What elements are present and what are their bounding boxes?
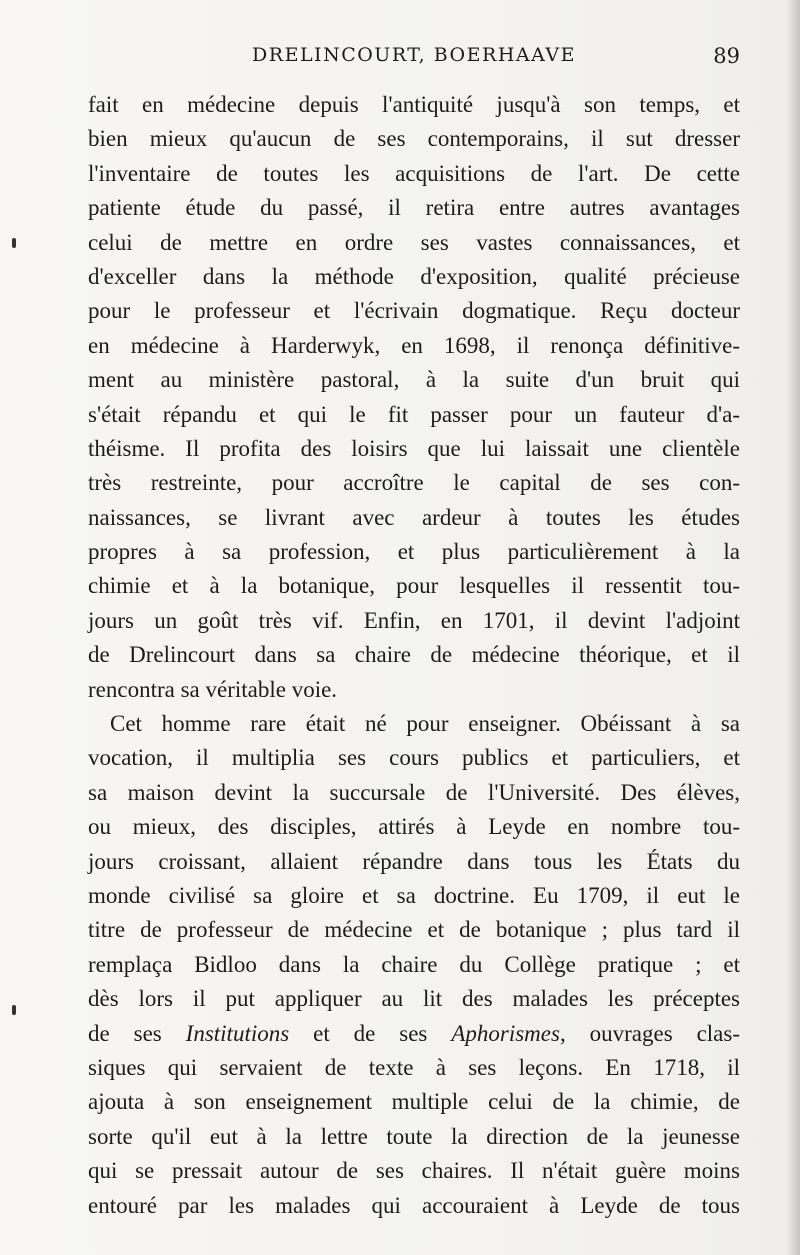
text-line: l'inventaire de toutes les acquisitions de l'art. De cette <box>88 160 740 186</box>
book-title: Aphorismes <box>451 1020 560 1046</box>
text-line: propres à sa profession, et plus particulièrement à la <box>88 539 740 565</box>
text-line: fait en médecine depuis l'antiquité jusqu'à son temps, et <box>88 92 740 117</box>
text-line: sorte qu'il eut à la lettre toute la direction de la jeunesse <box>88 1123 740 1149</box>
text-line: théisme. Il profita des loisirs que lui laissait une clientèle <box>88 435 740 461</box>
margin-mark <box>12 1005 16 1015</box>
page-edge-shadow <box>786 0 800 1255</box>
page-header <box>88 44 740 74</box>
text-line: Cet homme rare était né pour enseigner. Obéissant à sa <box>110 711 740 737</box>
text-line: bien mieux qu'aucun de ses contemporains, il sut dresser <box>88 126 740 152</box>
text-line: de ses Institutions et de ses Aphorismes, ouvrages clas- <box>88 1020 740 1046</box>
text-line: d'exceller dans la méthode d'exposition, qualité précieuse <box>88 263 740 289</box>
text-line: patiente étude du passé, il retira entre autres avantages <box>88 195 740 221</box>
page-number: 89 <box>713 44 740 68</box>
text-line: chimie et à la botanique, pour lesquelles il ressentit tou- <box>88 573 740 599</box>
text-line: entouré par les malades qui accouraient à Leyde de tous <box>88 1192 740 1218</box>
text-line: ajouta à son enseignement multiple celui de la chimie, de <box>88 1089 740 1115</box>
text-line: monde civilisé sa gloire et sa doctrine. Eu 1709, il eut le <box>88 882 740 908</box>
text-line: qui se pressait autour de ses chaires. Il n'était guère moins <box>88 1158 740 1184</box>
text-line: jours croissant, allaient répandre dans tous les États du <box>88 848 740 874</box>
text-line: rencontra sa véritable voie. <box>88 676 338 702</box>
text-line: siques qui servaient de texte à ses leçons. En 1718, il <box>88 1054 740 1080</box>
text-line: vocation, il multiplia ses cours publics et particuliers, et <box>88 745 740 771</box>
book-title: Institutions <box>185 1020 290 1046</box>
text-line: de Drelincourt dans sa chaire de médecine théorique, et il <box>88 642 740 668</box>
text-line: sa maison devint la succursale de l'Université. Des élèves, <box>88 779 740 805</box>
text-line: ou mieux, des disciples, attirés à Leyde en nombre tou- <box>88 814 740 840</box>
text-line: jours un goût très vif. Enfin, en 1701, il devint l'adjoint <box>88 607 740 633</box>
text-line: remplaça Bidloo dans la chaire du Collège pratique ; et <box>88 951 740 977</box>
text-line: pour le professeur et l'écrivain dogmatique. Reçu docteur <box>88 298 740 324</box>
text-line: naissances, se livrant avec ardeur à toutes les études <box>88 504 740 530</box>
running-head: DRELINCOURT, BOERHAAVE <box>252 44 576 66</box>
text-line: titre de professeur de médecine et de botanique ; plus tard il <box>88 917 740 943</box>
text-line: s'était répandu et qui le fit passer pour un fauteur d'a- <box>88 401 740 427</box>
text-line: celui de mettre en ordre ses vastes connaissances, et <box>88 229 740 255</box>
body-text <box>88 88 740 1223</box>
text-line: ment au ministère pastoral, à la suite d'un bruit qui <box>88 367 740 393</box>
margin-mark <box>12 238 16 248</box>
text-line: en médecine à Harderwyk, en 1698, il renonça définitive- <box>88 332 740 358</box>
text-line: dès lors il put appliquer au lit des malades les préceptes <box>88 986 740 1012</box>
text-line: très restreinte, pour accroître le capital de ses con- <box>88 470 740 496</box>
